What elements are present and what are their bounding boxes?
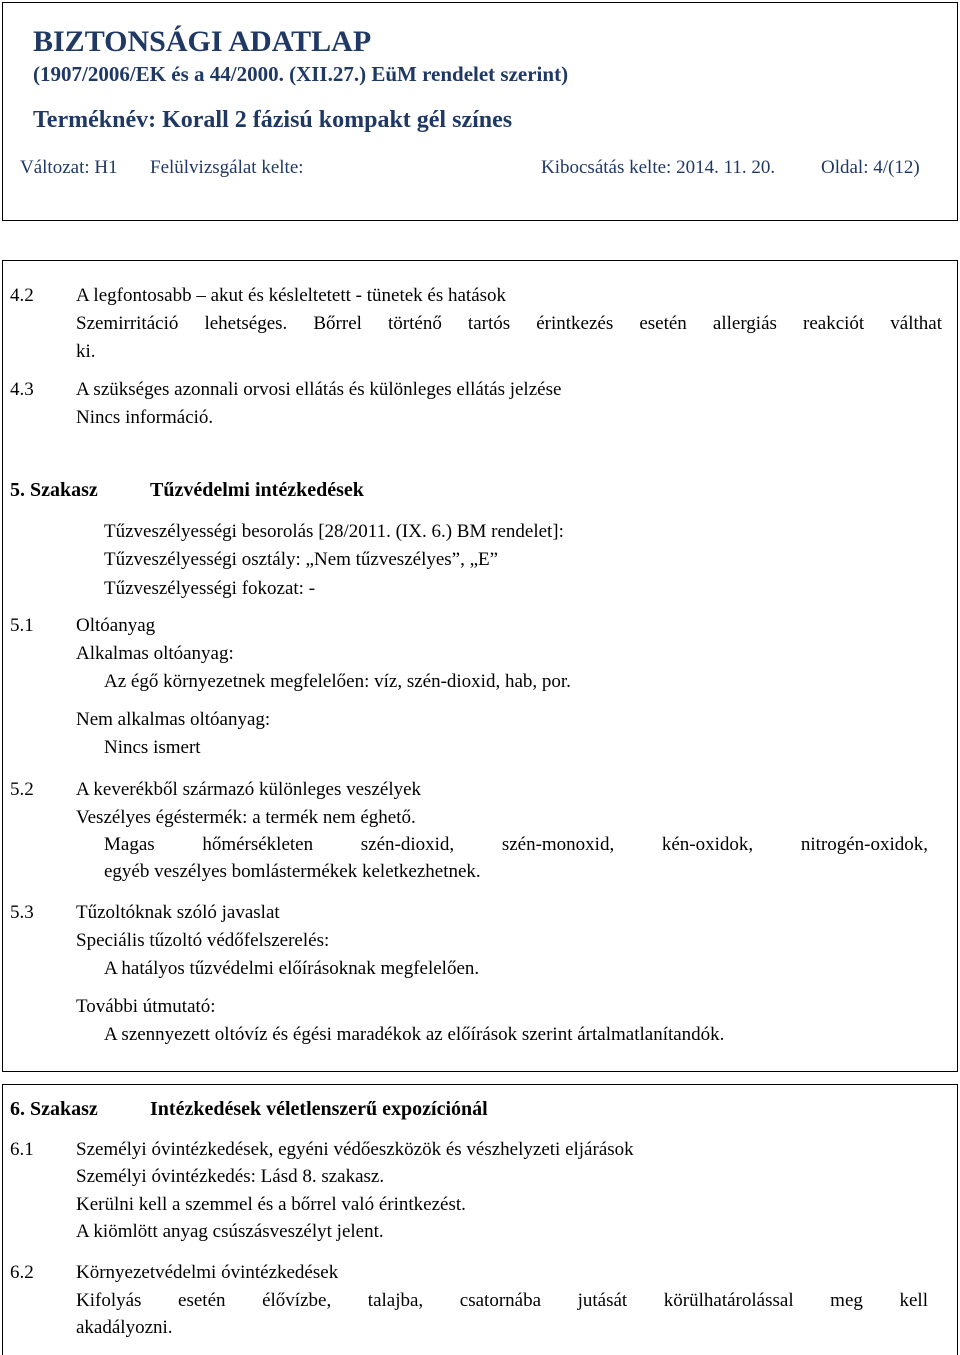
page-number: Oldal: 4/(12)	[821, 157, 920, 178]
s43-number: 4.3	[10, 379, 34, 400]
suitable-label: Alkalmas oltóanyag:	[76, 643, 234, 664]
suitable-text: Az égő környezetnek megfelelően: víz, szén-dioxid, hab, por.	[104, 671, 571, 692]
s52-text1: Veszélyes égéstermék: a termék nem éghető.	[76, 807, 416, 828]
s62-number: 6.2	[10, 1262, 34, 1283]
s43-title: A szükséges azonnali orvosi ellátás és különleges ellátás jelzése	[76, 379, 562, 400]
product-name: Korall 2 fázisú kompakt gél színes	[162, 107, 513, 133]
s51-title: Oltóanyag	[76, 615, 156, 636]
s43-text: Nincs információ.	[76, 407, 214, 428]
s62-text-line1: Kifolyás esetén élővízbe, talajba, csatornába jutását körülhatárolással meg kell	[76, 1290, 928, 1311]
equipment-label: Speciális tűzoltó védőfelszerelés:	[76, 930, 330, 951]
s51-number: 5.1	[10, 615, 34, 636]
s61-text1: Személyi óvintézkedés: Lásd 8. szakasz.	[76, 1166, 385, 1187]
section-6-title: Intézkedések véletlenszerű expozíciónál	[150, 1098, 488, 1120]
s53-number: 5.3	[10, 902, 34, 923]
section-5-number: 5. Szakasz	[10, 479, 98, 501]
version: Változat: H1	[20, 157, 118, 178]
s42-number: 4.2	[10, 285, 34, 306]
fire-degree-line: Tűzveszélyességi fokozat: -	[104, 578, 316, 599]
regulation-line: (1907/2006/EK és a 44/2000. (XII.27.) EüM rendelet szerint)	[33, 62, 569, 86]
s52-title: A keverékből származó különleges veszélyek	[76, 779, 422, 800]
product-label: Terméknév:	[33, 107, 157, 133]
unsuitable-text: Nincs ismert	[104, 737, 201, 758]
s61-text3: A kiömlött anyag csúszásveszélyt jelent.	[76, 1221, 384, 1242]
section-5-title: Tűzvédelmi intézkedések	[150, 479, 364, 501]
s61-title: Személyi óvintézkedések, egyéni védőeszközök és vészhelyzeti eljárások	[76, 1139, 634, 1160]
fire-class-line: Tűzveszélyességi osztály: „Nem tűzveszélyes”, „E”	[104, 549, 499, 570]
document-title: BIZTONSÁGI ADATLAP	[33, 25, 372, 58]
further-label: További útmutató:	[76, 996, 216, 1017]
s62-text-line2: akadályozni.	[76, 1317, 173, 1338]
equipment-text: A hatályos tűzvédelmi előírásoknak megfelelően.	[104, 958, 480, 979]
section-6-number: 6. Szakasz	[10, 1098, 98, 1120]
s62-title: Környezetvédelmi óvintézkedések	[76, 1262, 339, 1283]
further-text: A szennyezett oltóvíz és égési maradékok az előírások szerint ártalmatlanítandók.	[104, 1024, 725, 1045]
unsuitable-label: Nem alkalmas oltóanyag:	[76, 709, 271, 730]
s61-number: 6.1	[10, 1139, 34, 1160]
s52-number: 5.2	[10, 779, 34, 800]
s52-text2-line2: egyéb veszélyes bomlástermékek keletkezhetnek.	[104, 861, 481, 882]
issue-date: Kibocsátás kelte: 2014. 11. 20.	[541, 157, 776, 178]
product-line	[33, 107, 512, 134]
s42-text-line2: ki.	[76, 341, 96, 362]
s53-title: Tűzoltóknak szóló javaslat	[76, 902, 280, 923]
s61-text2: Kerülni kell a szemmel és a bőrrel való érintkezést.	[76, 1194, 466, 1215]
review-date: Felülvizsgálat kelte:	[150, 157, 304, 178]
fire-classification: Tűzveszélyességi besorolás [28/2011. (IX. 6.) BM rendelet]:	[104, 521, 564, 542]
s42-title: A legfontosabb – akut és késleltetett - tünetek és hatások	[76, 285, 507, 306]
s52-text2-line1: Magas hőmérsékleten szén-dioxid, szén-monoxid, kén-oxidok, nitrogén-oxidok,	[104, 834, 928, 855]
s42-text-line1: Szemirritáció lehetséges. Bőrrel történő tartós érintkezés esetén allergiás reakciót válthat	[76, 313, 942, 334]
